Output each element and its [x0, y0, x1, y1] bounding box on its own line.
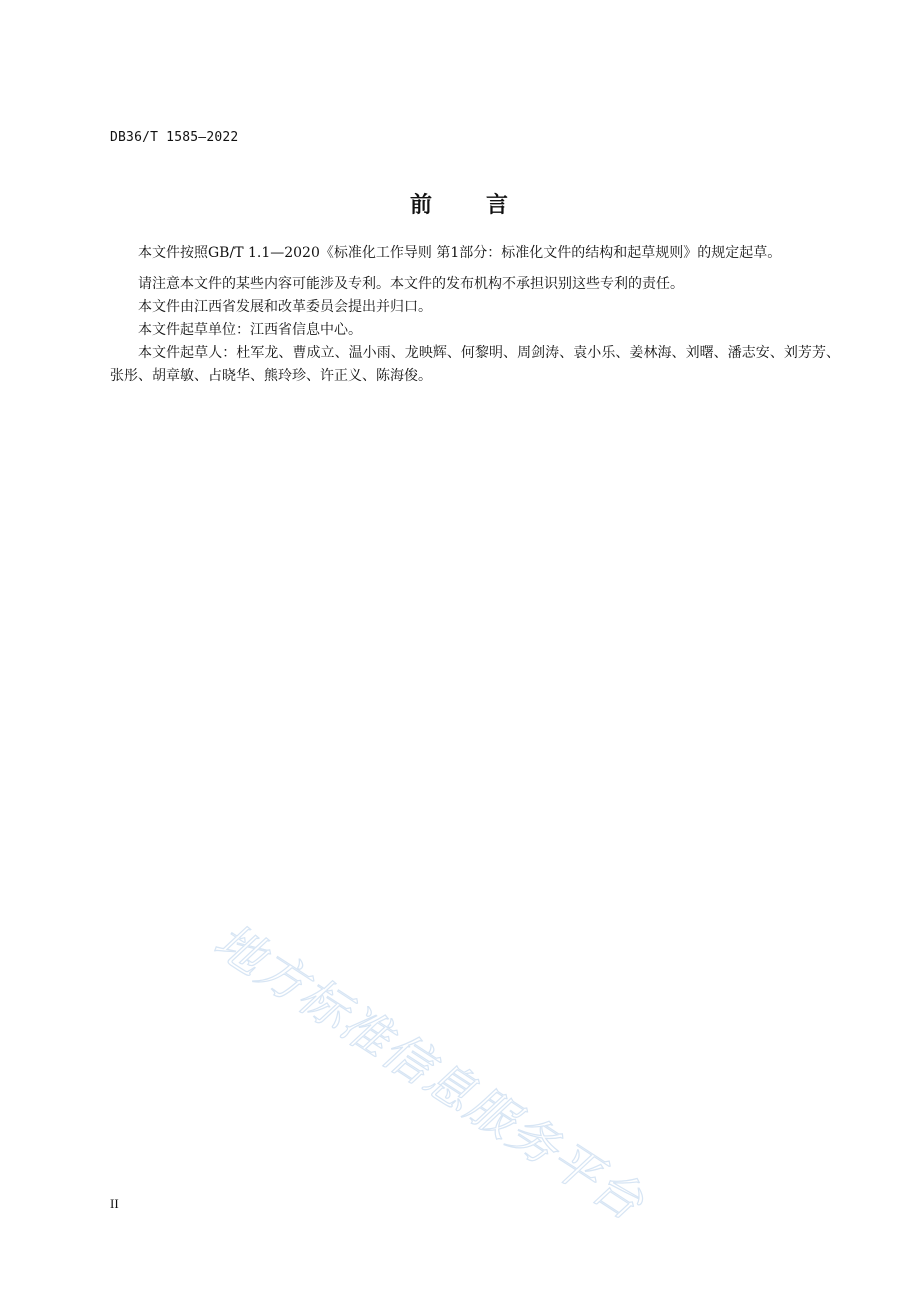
- paragraph-drafters: 本文件起草人：杜军龙、曹成立、温小雨、龙映辉、何黎明、周剑涛、袁小乐、姜林海、刘曙、潘志安、刘芳芳、张彤、胡章敏、占晓华、熊玲珍、许正义、陈海俊。: [110, 345, 840, 384]
- document-code: DB36/T 1585—2022: [110, 130, 239, 145]
- section-title-second-char: 言: [486, 193, 511, 218]
- paragraph-patent-notice: 请注意本文件的某些内容可能涉及专利。本文件的发布机构不承担识别这些专利的责任。: [138, 276, 684, 292]
- page-number: II: [110, 1196, 119, 1211]
- watermark: 地方标准信息服务平台: [204, 912, 655, 1233]
- section-title-first-char: 前: [409, 193, 434, 218]
- paragraph-drafting-unit: 本文件起草单位：江西省信息中心。: [138, 322, 362, 338]
- paragraph-drafting-rules: 本文件按照GB/T 1.1—2020《标准化工作导则 第1部分：标准化文件的结构和起草规则》的规定起草。: [138, 245, 782, 261]
- section-title: [0, 188, 920, 219]
- foreword-body: [110, 242, 840, 388]
- paragraph-proposer: 本文件由江西省发展和改革委员会提出并归口。: [138, 299, 432, 315]
